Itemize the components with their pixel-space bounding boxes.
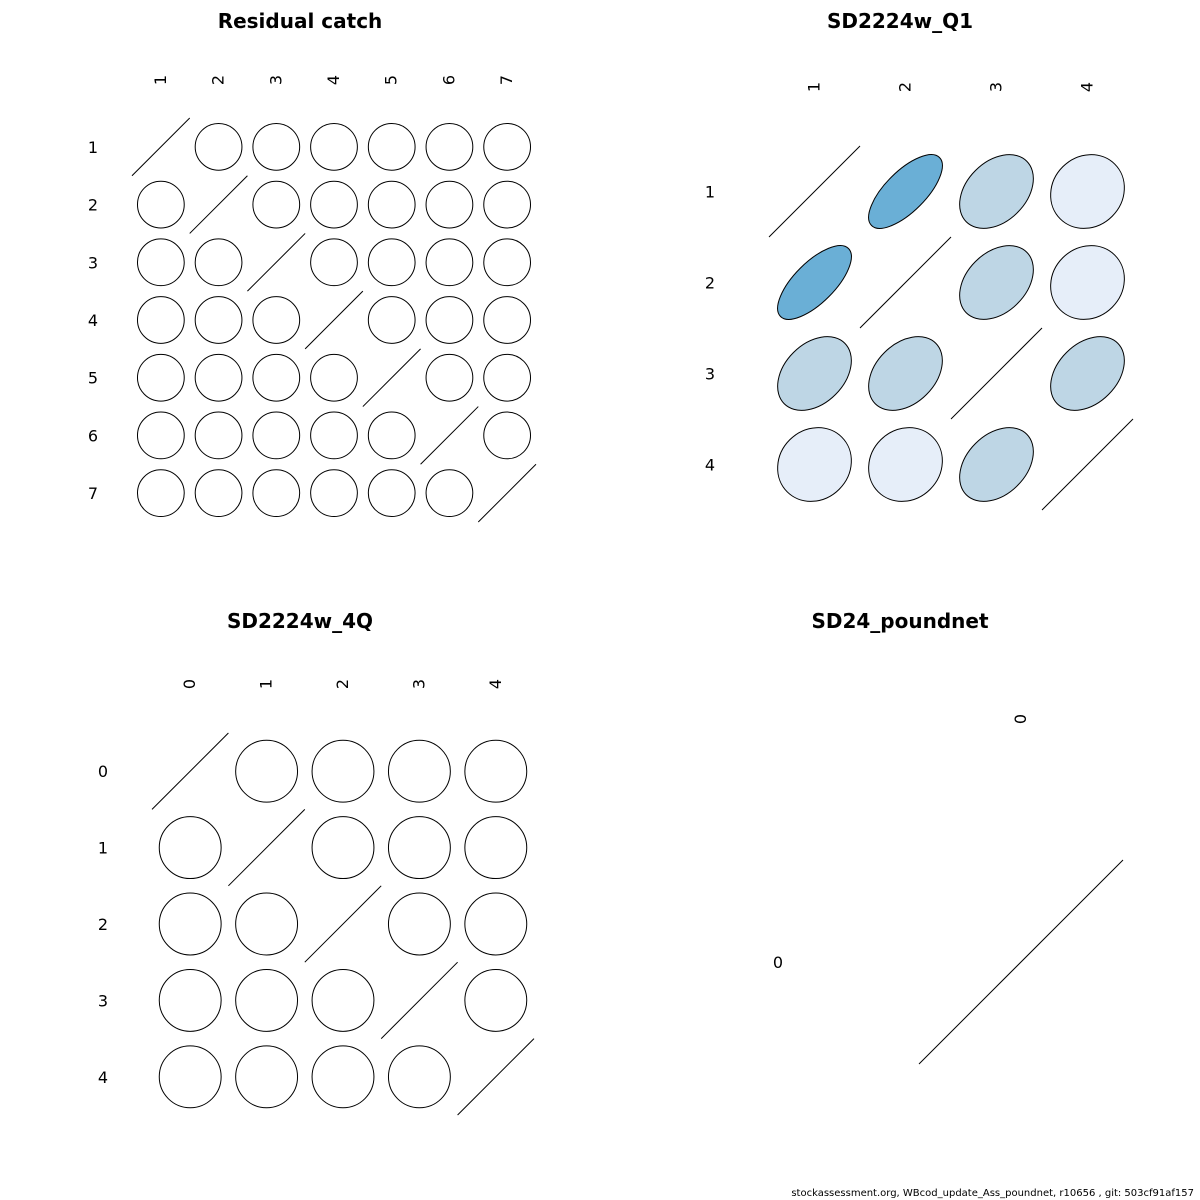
panel-sd2224w-4q	[98, 609, 540, 1121]
row-label: 4	[97, 1067, 109, 1087]
diagonal-line	[132, 118, 190, 176]
col-label: 2	[333, 678, 352, 690]
diagonal-line	[951, 328, 1042, 419]
diagonal-line	[228, 809, 304, 885]
correlation-ellipse	[376, 804, 464, 892]
correlation-ellipse	[128, 460, 194, 526]
correlation-ellipse	[452, 804, 540, 892]
diagonal-line	[1042, 419, 1133, 510]
correlation-ellipse	[1035, 230, 1139, 334]
diagonal-line	[363, 349, 421, 407]
correlation-ellipse	[376, 880, 464, 968]
correlation-ellipse	[416, 287, 482, 353]
panel-cells	[705, 82, 1140, 517]
diagonal-line	[305, 291, 363, 349]
col-label: 1	[256, 678, 276, 690]
row-label: 2	[97, 915, 109, 934]
diagonal-line	[478, 464, 536, 522]
diagonal-line	[860, 237, 951, 328]
col-label: 4	[485, 678, 505, 690]
panel-title: SD2224w_4Q	[226, 609, 374, 633]
correlation-ellipse	[301, 345, 367, 411]
col-label: 6	[439, 74, 459, 86]
col-label: 5	[381, 74, 401, 86]
col-label: 4	[324, 74, 343, 86]
row-label: 4	[704, 455, 716, 475]
col-label: 3	[266, 74, 286, 86]
correlation-ellipse	[416, 460, 482, 526]
correlation-ellipse	[299, 727, 387, 815]
panel-sd24-poundnet	[773, 609, 1123, 1064]
correlation-ellipse	[376, 1033, 464, 1121]
row-label: 1	[87, 137, 99, 157]
correlation-ellipse	[945, 140, 1048, 243]
correlation-ellipse	[299, 957, 387, 1045]
correlation-ellipse	[359, 402, 425, 468]
row-label: 0	[772, 953, 784, 972]
correlation-ellipse	[186, 287, 252, 353]
panel-title: Residual catch	[217, 9, 383, 33]
correlation-ellipse	[146, 957, 234, 1045]
row-label: 7	[87, 484, 99, 504]
col-label: 1	[804, 81, 824, 93]
correlation-ellipse	[186, 460, 252, 526]
row-label: 1	[704, 182, 716, 202]
row-label: 1	[97, 838, 109, 858]
correlation-ellipse	[301, 172, 367, 238]
correlation-ellipse	[762, 412, 866, 516]
correlation-ellipse	[301, 460, 367, 526]
correlation-ellipse	[301, 229, 367, 295]
correlation-ellipse	[243, 172, 309, 238]
correlation-ellipse	[853, 412, 957, 516]
correlation-ellipse	[186, 345, 252, 411]
row-label: 3	[87, 253, 99, 273]
row-label: 4	[87, 311, 99, 330]
col-label: 1	[150, 74, 170, 86]
correlation-ellipse	[186, 114, 252, 180]
correlation-ellipse	[128, 287, 194, 353]
correlation-ellipse	[763, 322, 866, 425]
col-label: 3	[986, 81, 1006, 93]
correlation-ellipse	[474, 287, 540, 353]
correlation-ellipse	[416, 229, 482, 295]
correlation-ellipse	[128, 345, 194, 411]
correlation-ellipse	[854, 322, 957, 425]
correlation-ellipse	[301, 114, 367, 180]
panel-title: SD24_poundnet	[811, 609, 989, 633]
correlation-ellipse	[1036, 322, 1139, 425]
col-label: 0	[1011, 713, 1030, 725]
row-label: 5	[87, 368, 99, 388]
correlation-ellipse	[243, 114, 309, 180]
correlation-ellipse	[474, 172, 540, 238]
row-label: 0	[97, 762, 109, 782]
diagonal-line	[381, 962, 457, 1038]
col-label: 3	[409, 678, 429, 690]
correlation-ellipse	[299, 804, 387, 892]
correlation-ellipse	[223, 727, 311, 815]
correlation-ellipse	[416, 345, 482, 411]
correlation-ellipse	[301, 402, 367, 468]
correlation-ellipse	[474, 229, 540, 295]
correlation-ellipse	[452, 957, 540, 1045]
correlation-ellipse	[945, 413, 1048, 516]
col-label: 2	[208, 74, 228, 86]
correlation-ellipse	[223, 880, 311, 968]
footer-credit: stockassessment.org, WBcod_update_Ass_poundnet, r10656 , git: 503cf91af157	[791, 1188, 1194, 1199]
correlation-ellipse	[186, 229, 252, 295]
panel-cells	[98, 679, 540, 1121]
panel-cells	[88, 75, 540, 526]
correlation-ellipse	[223, 957, 311, 1045]
diagonal-line	[769, 146, 860, 237]
correlation-ellipse	[376, 727, 464, 815]
row-label: 6	[87, 426, 99, 446]
correlation-ellipse	[359, 229, 425, 295]
correlation-ellipse	[416, 172, 482, 238]
correlation-ellipse	[146, 804, 234, 892]
correlation-ellipse	[186, 402, 252, 468]
correlation-ellipse	[128, 229, 194, 295]
correlation-ellipse	[945, 231, 1048, 334]
correlation-ellipse	[128, 172, 194, 238]
col-label: 7	[497, 74, 517, 86]
correlation-ellipse	[128, 402, 194, 468]
diagonal-line	[458, 1039, 534, 1115]
correlation-ellipse	[146, 880, 234, 968]
row-label: 3	[704, 364, 716, 384]
col-label: 0	[180, 678, 200, 690]
diagonal-line	[190, 176, 248, 234]
correlation-ellipse	[223, 1033, 311, 1121]
correlation-ellipse	[299, 1033, 387, 1121]
row-label: 2	[87, 195, 99, 215]
correlation-ellipse	[1035, 139, 1139, 243]
correlation-ellipse	[146, 1033, 234, 1121]
correlation-ellipse	[474, 114, 540, 180]
panel-title: SD2224w_Q1	[826, 9, 974, 33]
correlation-ellipse	[243, 460, 309, 526]
col-label: 2	[895, 81, 915, 93]
correlation-ellipse	[857, 143, 954, 240]
diagonal-line	[305, 886, 381, 962]
correlation-ellipse	[359, 172, 425, 238]
correlation-ellipse	[359, 287, 425, 353]
correlation-ellipse	[243, 345, 309, 411]
correlation-ellipse	[766, 234, 863, 331]
correlation-ellipse	[359, 114, 425, 180]
diagonal-line	[421, 407, 479, 465]
panel-sd2224w-q1	[705, 9, 1140, 517]
panel-cells	[773, 714, 1123, 1064]
col-label: 4	[1077, 81, 1097, 93]
correlation-ellipse	[359, 460, 425, 526]
correlation-ellipse	[243, 402, 309, 468]
diagonal-line	[919, 860, 1123, 1064]
correlation-ellipse	[243, 287, 309, 353]
correlation-ellipse	[474, 402, 540, 468]
row-label: 3	[97, 991, 109, 1011]
panel-residual-catch	[88, 9, 540, 526]
correlation-ellipse	[474, 345, 540, 411]
correlation-ellipse	[452, 880, 540, 968]
correlation-ellipse	[416, 114, 482, 180]
row-label: 2	[704, 273, 716, 293]
diagonal-line	[152, 733, 228, 809]
diagonal-line	[247, 233, 305, 291]
correlation-ellipse	[452, 727, 540, 815]
